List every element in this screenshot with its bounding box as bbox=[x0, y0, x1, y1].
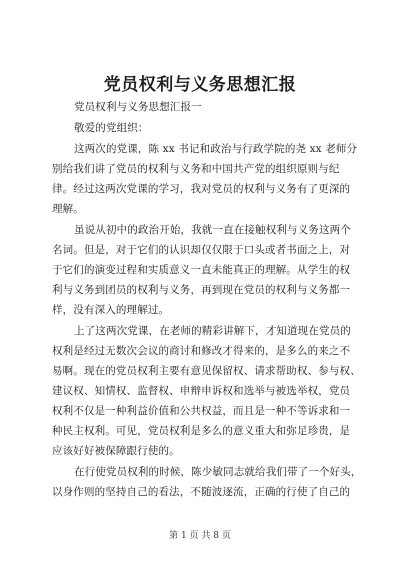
paragraph-line: 虽说从初中的政治开始，我就一直在接触权利与义务这两个 bbox=[74, 224, 351, 236]
paragraph-line: 理解。 bbox=[52, 203, 84, 215]
paragraph-line: 律。经过这两次党课的学习，我对党员的权利与义务有了更深的 bbox=[52, 183, 351, 195]
paragraph-line: 种民主权利。可见，党员权利是多么的意义重大和弥足珍贵，是 bbox=[52, 425, 351, 437]
paragraph-line: 这两次的党课，陈 xx 书记和政治与行政学院的尧 xx 老师分 bbox=[74, 143, 358, 155]
paragraph-line: 权利不仅是一种利益价值和公共权益，而且是一种不等诉求和一 bbox=[52, 405, 351, 417]
paragraph-line: 名词。但是，对于它们的认识却仅仅限于口头或者书面之上，对 bbox=[52, 244, 351, 256]
paragraph-line: 应该好好被保障跟行使的。 bbox=[52, 445, 180, 457]
page-number: 第 1 页 共 8 页 bbox=[169, 531, 231, 541]
paragraph-line: 权利是经过无数次会议的商讨和修改才得来的，是多么的来之不 bbox=[52, 345, 351, 357]
paragraph-line: 上了这两次党课，在老师的精彩讲解下，才知道现在党员的 bbox=[74, 325, 351, 337]
paragraph-line: 别给我们讲了党员的权利与义务和中国共产党的组织原则与纪 bbox=[52, 163, 340, 175]
paragraph-line: 利与义务到团员的权利与义务，再到现在党员的权利与义务都一 bbox=[52, 284, 351, 296]
salutation: 敬爱的党组织： bbox=[74, 122, 149, 134]
paragraph-line: 样，没有深入的理解过。 bbox=[52, 304, 170, 316]
paragraph-line: 在行使党员权利的时候，陈少敏同志就给我们带了一个好头， bbox=[74, 466, 362, 478]
paragraph-line: 建议权、知情权、监督权、申辩申诉权和选举与被选举权，党员 bbox=[52, 385, 351, 397]
paragraph-line: 以身作则的坚持自己的看法，不随波逐流，正确的行使了自己的 bbox=[52, 486, 351, 498]
document-subtitle: 党员权利与义务思想汇报一 bbox=[74, 101, 202, 113]
paragraph-line: 易啊。现在的党员权利主要有意见保留权、请求帮助权、参与权、 bbox=[52, 365, 361, 377]
paragraph-line: 于它们的演变过程和实质意义一直未能真正的理解。从学生的权 bbox=[52, 264, 351, 276]
document-title: 党员权利与义务思想汇报 bbox=[103, 75, 297, 95]
